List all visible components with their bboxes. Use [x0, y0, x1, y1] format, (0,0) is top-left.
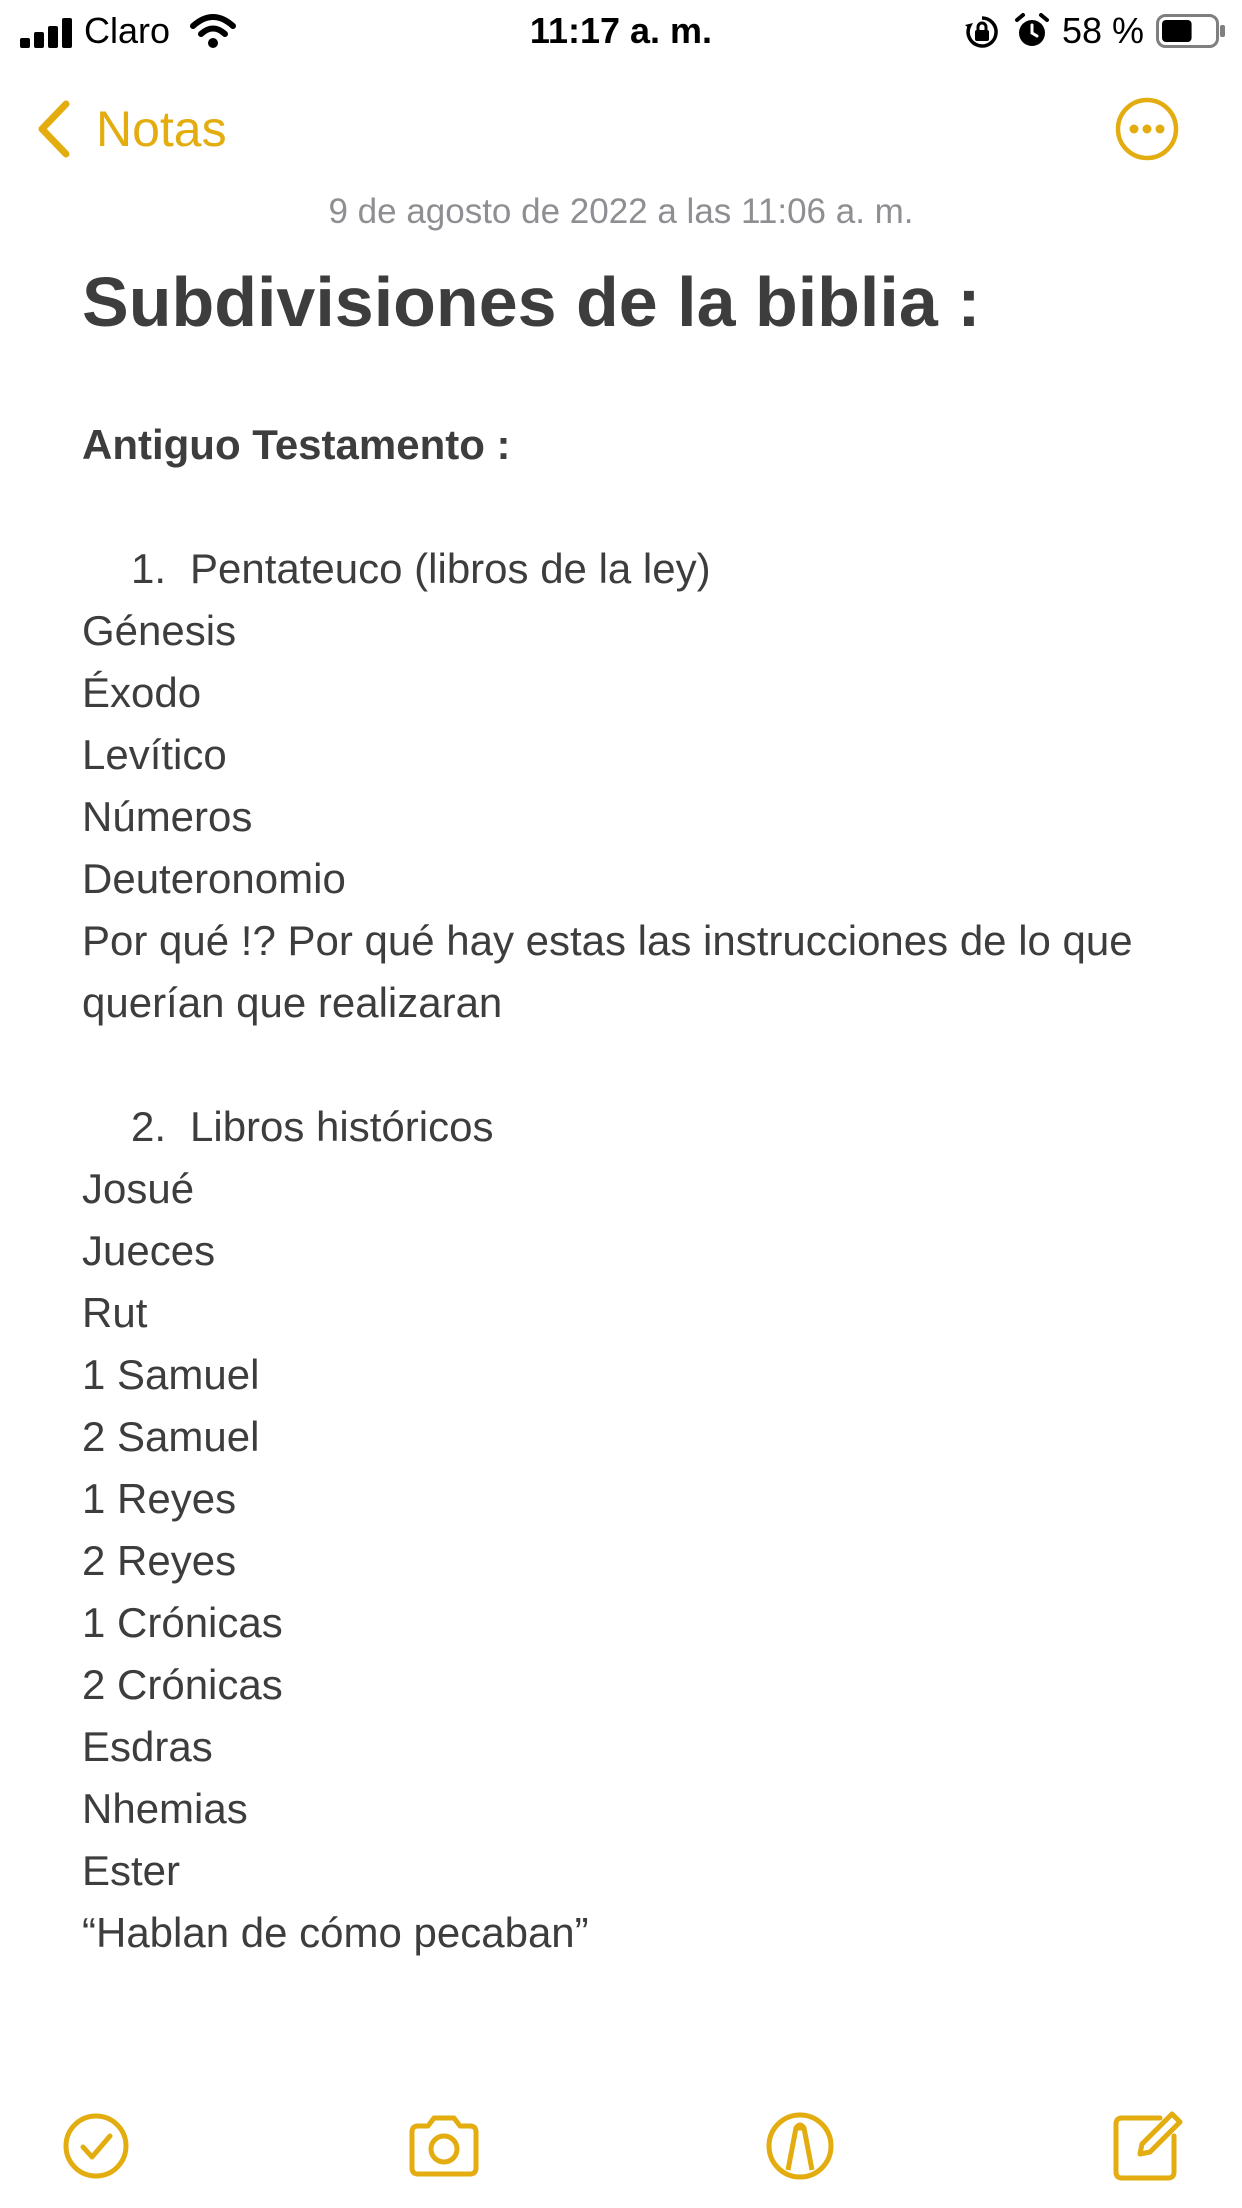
book-list-2 — [82, 1158, 1172, 1902]
orientation-lock-icon — [964, 14, 1000, 50]
markup-icon[interactable] — [760, 2106, 840, 2186]
book-item: Génesis — [82, 607, 237, 654]
book-item: 2 Samuel — [82, 1413, 260, 1460]
blank-line — [82, 1034, 1172, 1096]
list-label: Pentateuco (libros de la ley) — [190, 545, 711, 592]
book-item: Ester — [82, 1847, 181, 1894]
note-title[interactable]: Subdivisiones de la biblia : — [82, 263, 981, 341]
note-paragraph: “Hablan de cómo pecaban” — [82, 1909, 589, 1956]
battery-icon — [1156, 14, 1226, 48]
bottom-toolbar — [0, 2100, 1242, 2200]
book-item: Esdras — [82, 1723, 213, 1770]
section-heading: Antiguo Testamento : — [82, 421, 511, 468]
compose-icon[interactable] — [1108, 2106, 1188, 2186]
list-label: Libros históricos — [190, 1103, 494, 1150]
status-time: 11:17 a. m. — [529, 10, 713, 51]
note-paragraph: Por qué !? Por qué hay estas las instrucciones de lo que querían que realizaran — [82, 917, 1133, 1026]
book-item: Números — [82, 793, 253, 840]
book-list-1 — [82, 600, 1172, 910]
book-item: 1 Crónicas — [82, 1599, 283, 1646]
checklist-icon[interactable] — [56, 2106, 136, 2186]
list-number: 1. — [130, 545, 166, 592]
chevron-left-icon — [36, 100, 72, 158]
numbered-item-2 — [82, 1096, 1172, 1158]
battery-percent: 58 % — [1062, 10, 1145, 51]
camera-icon[interactable] — [404, 2106, 484, 2186]
carrier-name: Claro — [84, 10, 171, 51]
book-item: 2 Reyes — [82, 1537, 237, 1584]
book-item: Nhemias — [82, 1785, 248, 1832]
book-item: Josué — [82, 1165, 195, 1212]
book-item: Levítico — [82, 731, 227, 778]
blank-line — [82, 476, 1172, 538]
book-item: Rut — [82, 1289, 148, 1336]
numbered-item-1 — [82, 538, 1172, 600]
status-bar — [0, 0, 1242, 62]
list-number: 2. — [130, 1103, 166, 1150]
book-item: 1 Reyes — [82, 1475, 237, 1522]
book-item: 1 Samuel — [82, 1351, 260, 1398]
book-item: Jueces — [82, 1227, 216, 1274]
back-button[interactable] — [36, 94, 227, 164]
book-item: 2 Crónicas — [82, 1661, 283, 1708]
note-date: 9 de agosto de 2022 a las 11:06 a. m. — [328, 192, 914, 231]
note-body[interactable] — [82, 414, 1172, 1964]
book-item: Éxodo — [82, 669, 202, 716]
more-options-icon[interactable] — [1114, 96, 1180, 162]
book-item: Deuteronomio — [82, 855, 346, 902]
back-label: Notas — [96, 101, 227, 157]
alarm-icon — [1014, 12, 1050, 50]
